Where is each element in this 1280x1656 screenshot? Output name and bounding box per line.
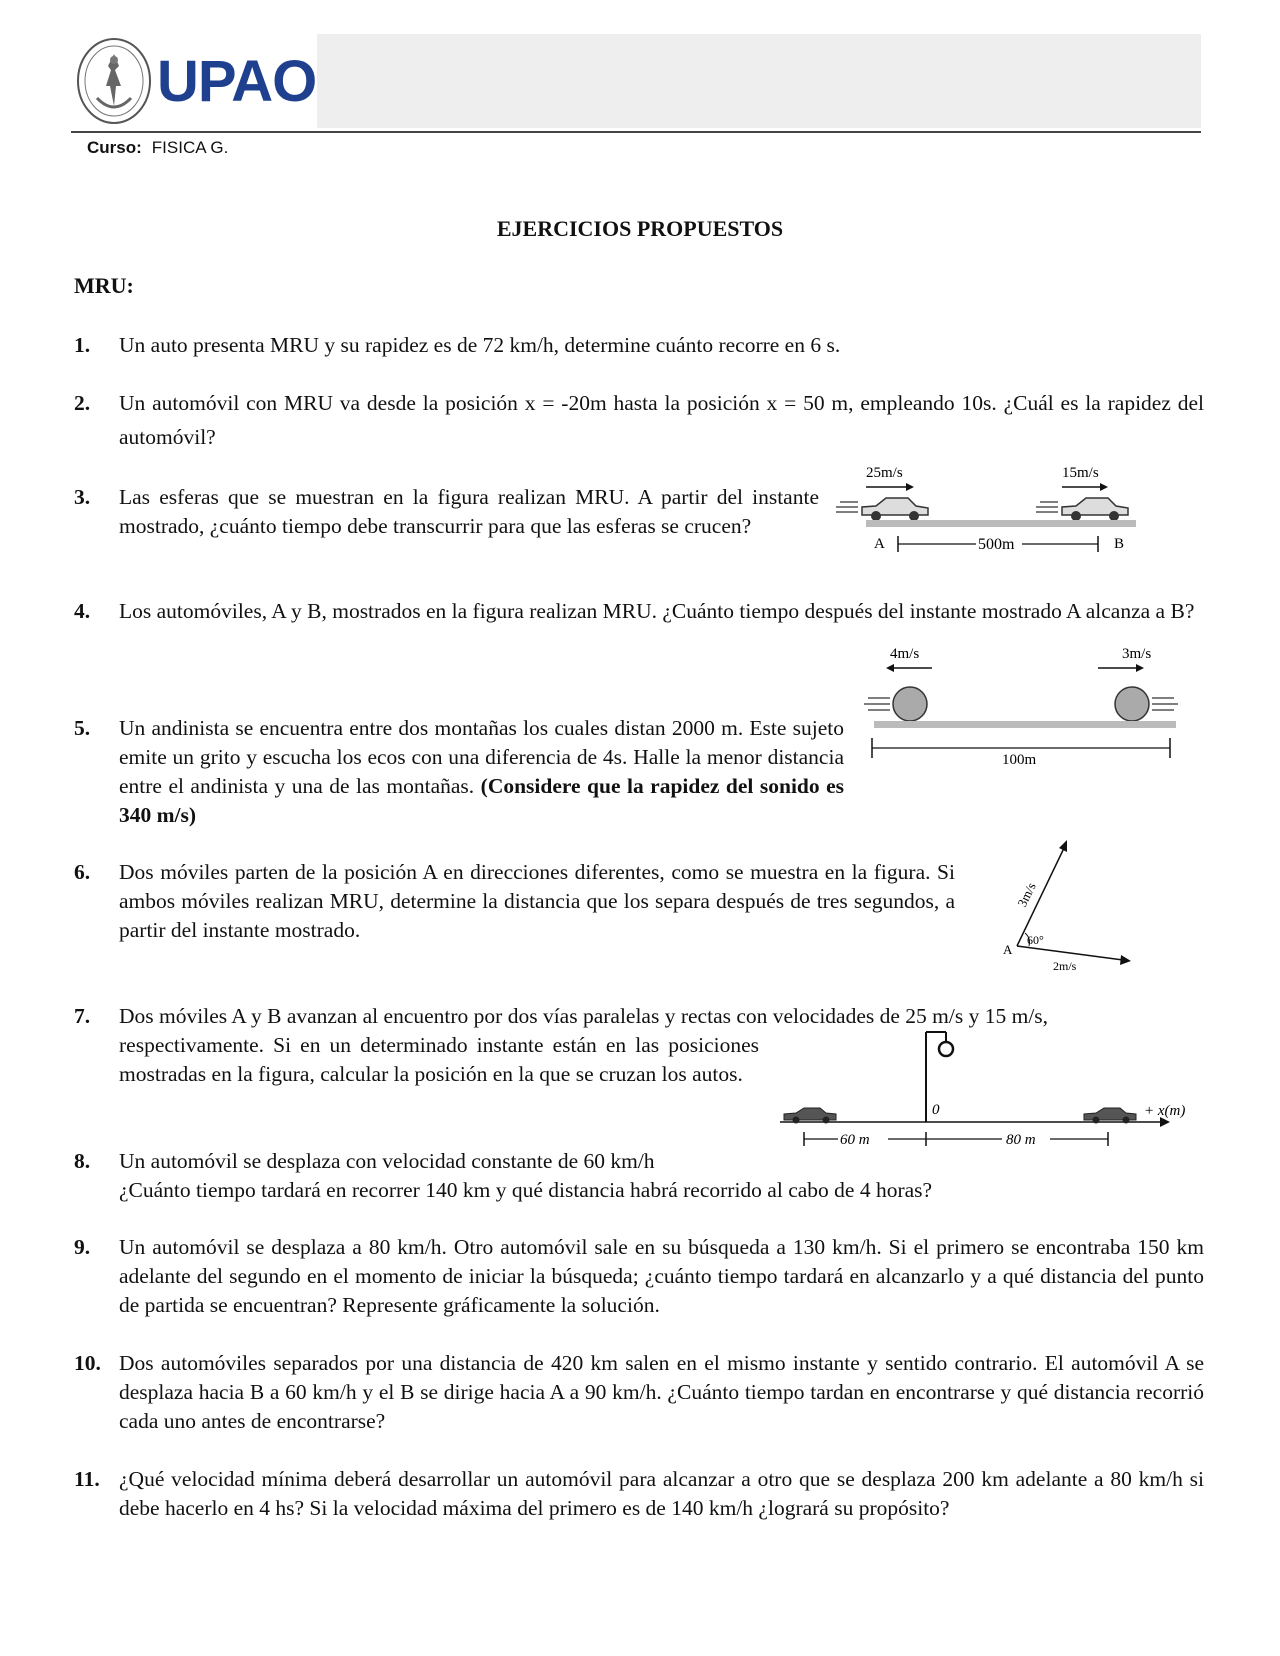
exercise-text: Dos móviles parten de la posición A en direcciones diferentes, como se muestra en la figura. Si ambos móviles realizan MRU, determine la distancia que los separa después de tres segundos, a partir del instante mostrado. (119, 860, 955, 942)
header-divider (71, 131, 1201, 133)
exercise-body: Un andinista se encuentra entre dos montañas los cuales distan 2000 m. Este sujeto emite un grito y escucha los ecos con una diferencia de 4s. Halle la menor distancia entre el andinista y una de las montañas. (119, 716, 844, 798)
exercise-number: 2. (74, 391, 91, 415)
exercise-text: Dos automóviles separados por una distancia de 420 km salen en el mismo instante y sentido contrario. El automóvil A se desplaza hacia B a 60 km/h y el B se dirige hacia A a 90 km/h. ¿Cuánto tiempo tardan en encontrarse y qué distancia recorrió cada uno antes de encontrarse? (119, 1351, 1204, 1433)
exercise-text-line1: Dos móviles A y B avanzan al encuentro por dos vías paralelas y rectas con velocidades de 25 m/s y 15 m/s, (119, 1004, 1049, 1028)
sphere-right-icon (1115, 687, 1178, 721)
velocity-label-left: 4m/s (890, 646, 920, 662)
exercise-text: Las esferas que se muestran en la figura realizan MRU. A partir del instante mostrado, ¿cuánto tiempo debe transcurrir para que las esferas se crucen? (119, 485, 819, 538)
exercise-text-rest: respectivamente. Si en un determinado instante están en las posiciones mostradas en la figura, calcular la posición en la que se cruzan los autos. (119, 1033, 759, 1086)
exercise-number: 9. (74, 1235, 91, 1259)
exercise-text-line2: ¿Cuánto tiempo tardará en recorrer 140 km y qué distancia habrá recorrido al cabo de 4 horas? (119, 1178, 933, 1202)
distance-label: 500m (978, 536, 1015, 553)
distance-label: 100m (1002, 752, 1037, 765)
lamp-icon (939, 1042, 953, 1056)
velocity-label-right: 3m/s (1122, 646, 1152, 662)
exercise-text: Un auto presenta MRU y su rapidez es de 72 km/h, determine cuánto recorre en 6 s. (119, 333, 841, 357)
label-b: B (1114, 536, 1125, 552)
velocity-label-up: 3m/s (1014, 880, 1039, 910)
figure-road-pole (780, 1022, 1200, 1152)
point-label: A (1003, 942, 1013, 957)
exercise-number: 7. (74, 1004, 91, 1028)
exercise-note: (Considere que la rapidez del sonido es 340 m/s) (119, 774, 845, 827)
exercise-number: 4. (74, 599, 91, 623)
document-header (71, 34, 1201, 130)
course-label: Curso: (87, 138, 142, 157)
exercise-text (119, 714, 844, 830)
exercise-number: 6. (74, 860, 91, 884)
logo-text: UPAO (157, 49, 317, 114)
course-value: FISICA G. (151, 138, 229, 157)
velocity-label-left: 25m/s (866, 465, 903, 481)
university-seal-icon (75, 36, 153, 126)
angle-label: 60° (1027, 933, 1044, 947)
axis-label: + x(m) (1144, 1103, 1186, 1119)
car-a-icon (836, 498, 928, 521)
velocity-label-right: 15m/s (1062, 465, 1099, 481)
header-band (317, 34, 1201, 128)
sphere-left-icon (864, 687, 927, 721)
exercise-text: ¿Qué velocidad mínima deberá desarrollar un automóvil para alcanzar a otro que se desplaza 200 km adelante a 80 km/h si debe hacerlo en 4 hs? Si la velocidad máxima del primero es de 140 km/h ¿logrará su propósito? (119, 1467, 1204, 1520)
figure-cars-500m (836, 460, 1146, 560)
car-right-icon (1084, 1108, 1136, 1124)
car-left-icon (784, 1108, 836, 1124)
exercise-number: 11. (74, 1467, 100, 1491)
car-b-icon (1036, 498, 1128, 521)
exercise-number: 1. (74, 333, 91, 357)
exercise-8 (74, 1147, 1204, 1207)
exercise-text: Un automóvil se desplaza a 80 km/h. Otro automóvil sale en su búsqueda a 130 km/h. Si el primero se encontraba 150 km adelante del segundo en el momento de iniciar la búsqueda; ¿cuánto tiempo tardará en alcanzarlo y a qué distancia del punto de partida se encuentran? Represente gráficamente la solución. (119, 1235, 1204, 1317)
distance-left-label: 60 m (840, 1132, 870, 1148)
velocity-label-right: 2m/s (1053, 959, 1077, 973)
section-heading: MRU: (74, 273, 134, 298)
exercise-text: Los automóviles, A y B, mostrados en la figura realizan MRU. ¿Cuánto tiempo después del instante mostrado A alcanza a B? (119, 599, 1195, 623)
distance-right-label: 80 m (1006, 1132, 1036, 1148)
logo-area (71, 34, 317, 128)
origin-label: 0 (932, 1102, 940, 1118)
exercise-text: Un automóvil con MRU va desde la posición x = -20m hasta la posición x = 50 m, empleando 10s. ¿Cuál es la rapidez del automóvil? (119, 391, 1204, 449)
exercise-number: 3. (74, 485, 91, 509)
exercise-text-line1: Un automóvil se desplaza con velocidad constante de 60 km/h (119, 1149, 655, 1173)
page-title: EJERCICIOS PROPUESTOS (496, 216, 784, 241)
exercise-number: 5. (74, 716, 91, 740)
figure-spheres-100m (860, 640, 1180, 765)
figure-vectors-a (995, 836, 1145, 976)
label-a: A (874, 536, 885, 552)
exercise-number: 8. (74, 1149, 91, 1173)
course-line (87, 138, 228, 158)
exercise-number: 10. (74, 1351, 101, 1375)
